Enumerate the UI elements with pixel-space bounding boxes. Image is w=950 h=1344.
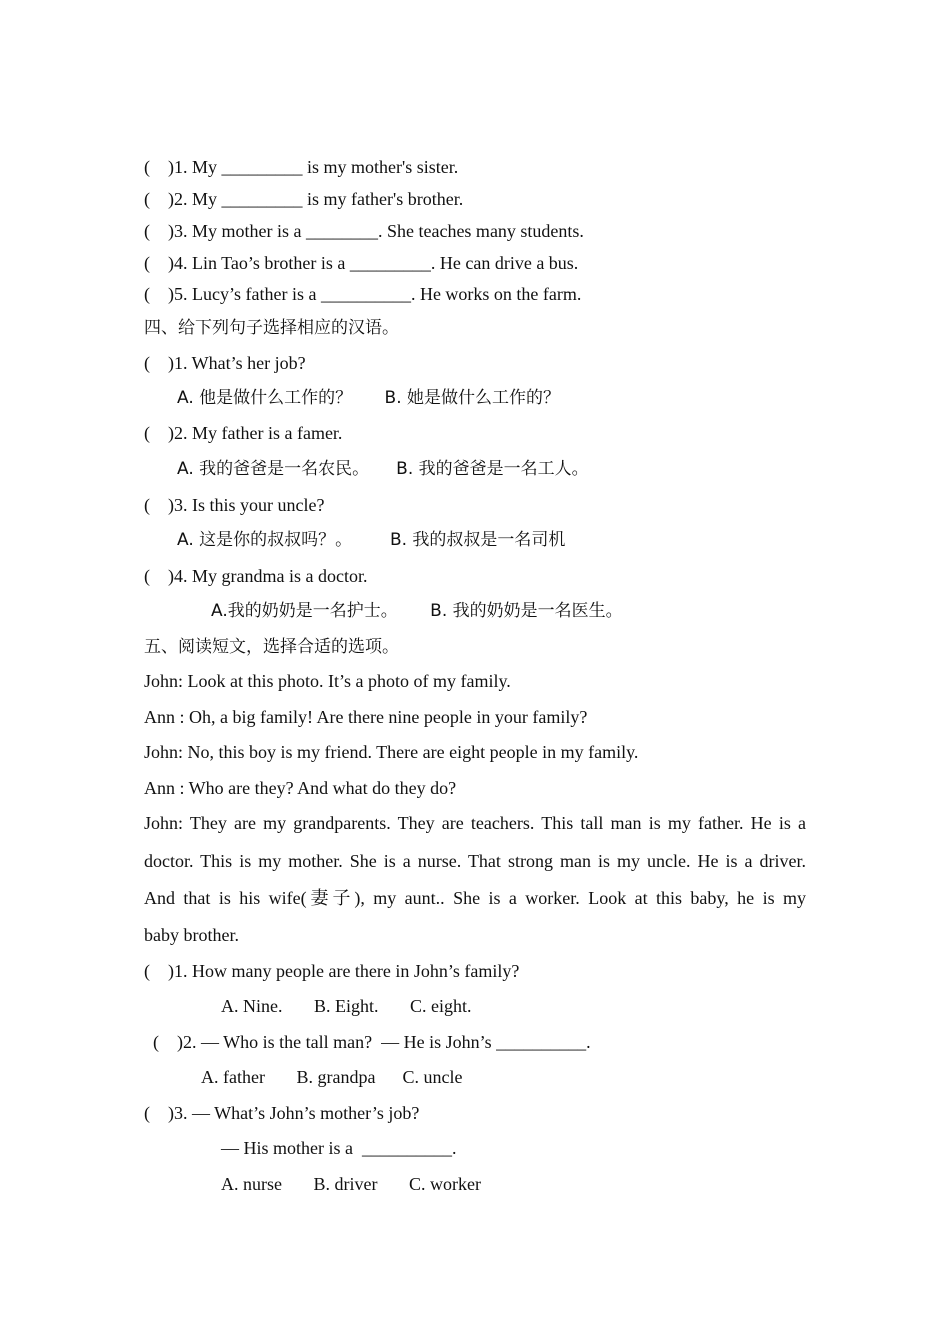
s4-question-3-options: A. 这是你的叔叔吗？。 B. 我的叔叔是一名司机	[177, 530, 566, 550]
s3-question-2: ( )2. My _________ is my father's brother.	[144, 189, 464, 209]
s4-question-2-options: A. 我的爸爸是一名农民。 B. 我的爸爸是一名工人。	[177, 459, 589, 479]
dialogue-line: John: Look at this photo. It’s a photo of my family.	[144, 671, 511, 691]
s4-question-1-options: A. 他是做什么工作的？ B. 她是做什么工作的？	[177, 388, 561, 408]
s5-question-3-answer: — His mother is a __________.	[221, 1138, 457, 1158]
section5-heading: 五、阅读短文，选择合适的选项。	[144, 637, 399, 657]
dialogue-line: And that is his wife(妻子), my aunt.. She is a worker. Look at this baby, he is my	[144, 888, 806, 908]
dialogue-line: Ann : Oh, a big family! Are there nine people in your family?	[144, 707, 588, 727]
dialogue-line: John: No, this boy is my friend. There are eight people in my family.	[144, 742, 639, 762]
s4-question-2: ( )2. My father is a famer.	[144, 423, 343, 443]
s4-question-4-options: A.我的奶奶是一名护士。 B. 我的奶奶是一名医生。	[211, 601, 623, 621]
dialogue-line: doctor. This is my mother. She is a nurse. That strong man is my uncle. He is a driver.	[144, 851, 806, 871]
s3-question-1: ( )1. My _________ is my mother's sister.	[144, 157, 459, 177]
s5-question-1: ( )1. How many people are there in John’s family?	[144, 961, 520, 981]
dialogue-line: baby brother.	[144, 925, 239, 945]
s4-question-3: ( )3. Is this your uncle?	[144, 495, 325, 515]
dialogue-line: John: They are my grandparents. They are teachers. This tall man is my father. He is a	[144, 813, 806, 833]
s4-question-4: ( )4. My grandma is a doctor.	[144, 566, 368, 586]
s5-question-3-options: A. nurse B. driver C. worker	[221, 1174, 481, 1194]
s5-question-3: ( )3. — What’s John’s mother’s job?	[144, 1103, 420, 1123]
s5-question-2: ( )2. — Who is the tall man? — He is John’s __________.	[153, 1032, 591, 1052]
s5-question-1-options: A. Nine. B. Eight. C. eight.	[221, 996, 472, 1016]
dialogue-line: Ann : Who are they? And what do they do?	[144, 778, 457, 798]
s3-question-3: ( )3. My mother is a ________. She teaches many students.	[144, 221, 584, 241]
s5-question-2-options: A. father B. grandpa C. uncle	[201, 1067, 463, 1087]
s3-question-4: ( )4. Lin Tao’s brother is a _________. He can drive a bus.	[144, 253, 579, 273]
s3-question-5: ( )5. Lucy’s father is a __________. He works on the farm.	[144, 284, 582, 304]
s4-question-1: ( )1. What’s her job?	[144, 353, 306, 373]
section4-heading: 四、给下列句子选择相应的汉语。	[144, 318, 399, 338]
